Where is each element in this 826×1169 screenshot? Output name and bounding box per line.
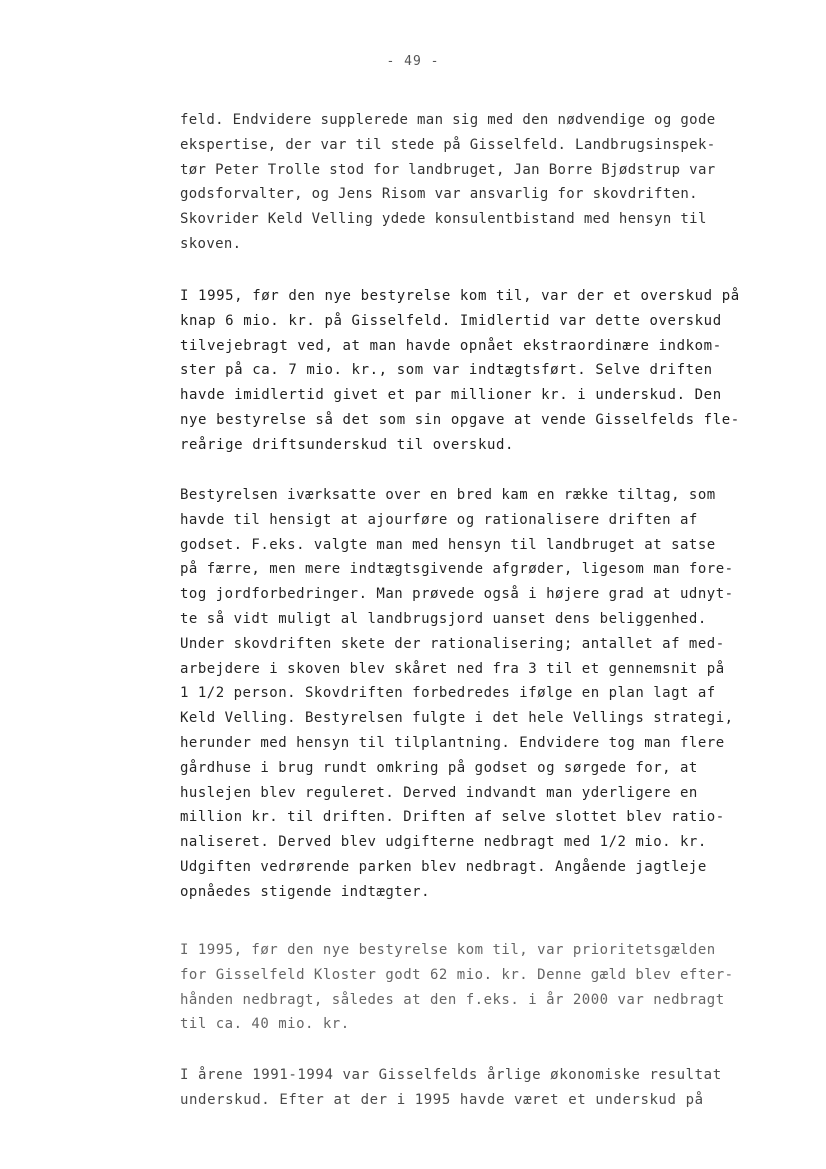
text-line: tilvejebragt ved, at man havde opnået ekstraordinære indkom- — [180, 337, 722, 354]
text-line: naliseret. Derved blev udgifterne nedbragt med 1/2 mio. kr. — [180, 834, 707, 851]
text-line: for Gisselfeld Kloster godt 62 mio. kr. Denne gæld blev efter- — [180, 966, 734, 983]
text-line: tog jordforbedringer. Man prøvede også i højere grad at udnyt- — [180, 586, 734, 603]
page-number: - 49 - — [386, 54, 440, 69]
text-line: til ca. 40 mio. kr. — [180, 1016, 350, 1033]
text-line: reårige driftsunderskud til overskud. — [180, 436, 515, 453]
text-line: knap 6 mio. kr. på Gisselfeld. Imidlertid var dette overskud — [180, 312, 722, 329]
text-line: ekspertise, der var til stede på Gisselfeld. Landbrugsinspek- — [180, 136, 716, 153]
paragraph-expertise — [180, 108, 820, 257]
text-line: I 1995, før den nye bestyrelse kom til, var prioritetsgælden — [180, 942, 716, 958]
text-line: 1 1/2 person. Skovdriften forbedredes ifølge en plan lagt af — [180, 685, 716, 702]
paragraph-1995-surplus — [180, 284, 820, 458]
paragraph-mortgage-debt — [180, 938, 820, 1037]
text-line: underskud. Efter at der i 1995 havde været et underskud på — [180, 1091, 704, 1108]
text-line: hånden nedbragt, således at den f.eks. i år 2000 var nedbragt — [180, 991, 725, 1008]
text-line: gårdhuse i brug rundt omkring på godset og sørgede for, at — [180, 759, 698, 776]
text-line: godset. F.eks. valgte man med hensyn til landbruget at satse — [180, 536, 716, 553]
text-line: herunder med hensyn til tilplantning. Endvidere tog man flere — [180, 734, 725, 751]
text-line: Keld Velling. Bestyrelsen fulgte i det hele Vellings strategi, — [180, 710, 734, 727]
text-line: Udgiften vedrørende parken blev nedbragt. Angående jagtleje — [180, 858, 707, 875]
text-line: opnåedes stigende indtægter. — [180, 883, 431, 900]
text-line: på færre, men mere indtægtsgivende afgrøder, ligesom man fore- — [180, 561, 734, 578]
text-line: arbejdere i skoven blev skåret ned fra 3 til et gennemsnit på — [180, 660, 725, 677]
text-line: million kr. til driften. Driften af selve slottet blev ratio- — [180, 809, 725, 826]
paragraph-board-measures — [180, 483, 820, 905]
text-line: Bestyrelsen iværksatte over en bred kam en række tiltag, som — [180, 487, 716, 503]
text-line: havde til hensigt at ajourføre og rationalisere driften af — [180, 511, 698, 528]
text-line: huslejen blev reguleret. Derved indvandt man yderligere en — [180, 784, 698, 801]
text-line: havde imidlertid givet et par millioner kr. i underskud. Den — [180, 387, 722, 404]
text-line: tør Peter Trolle stod for landbruget, Jan Borre Bjødstrup var — [180, 161, 716, 178]
text-line: godsforvalter, og Jens Risom var ansvarlig for skovdriften. — [180, 186, 698, 203]
paragraph-annual-results — [180, 1063, 820, 1113]
text-line: te så vidt muligt al landbrugsjord uanset dens beliggenhed. — [180, 610, 707, 627]
text-line: I 1995, før den nye bestyrelse kom til, var der et overskud på — [180, 288, 740, 304]
text-line: skoven. — [180, 235, 242, 252]
text-line: ster på ca. 7 mio. kr., som var indtægtsført. Selve driften — [180, 362, 713, 379]
text-line: Under skovdriften skete der rationalisering; antallet af med- — [180, 635, 725, 652]
text-line: nye bestyrelse så det som sin opgave at vende Gisselfelds fle- — [180, 411, 740, 428]
text-line: I årene 1991-1994 var Gisselfelds årlige økonomiske resultat — [180, 1067, 722, 1083]
text-line: feld. Endvidere supplerede man sig med den nødvendige og gode — [180, 112, 716, 128]
text-line: Skovrider Keld Velling ydede konsulentbistand med hensyn til — [180, 211, 707, 228]
